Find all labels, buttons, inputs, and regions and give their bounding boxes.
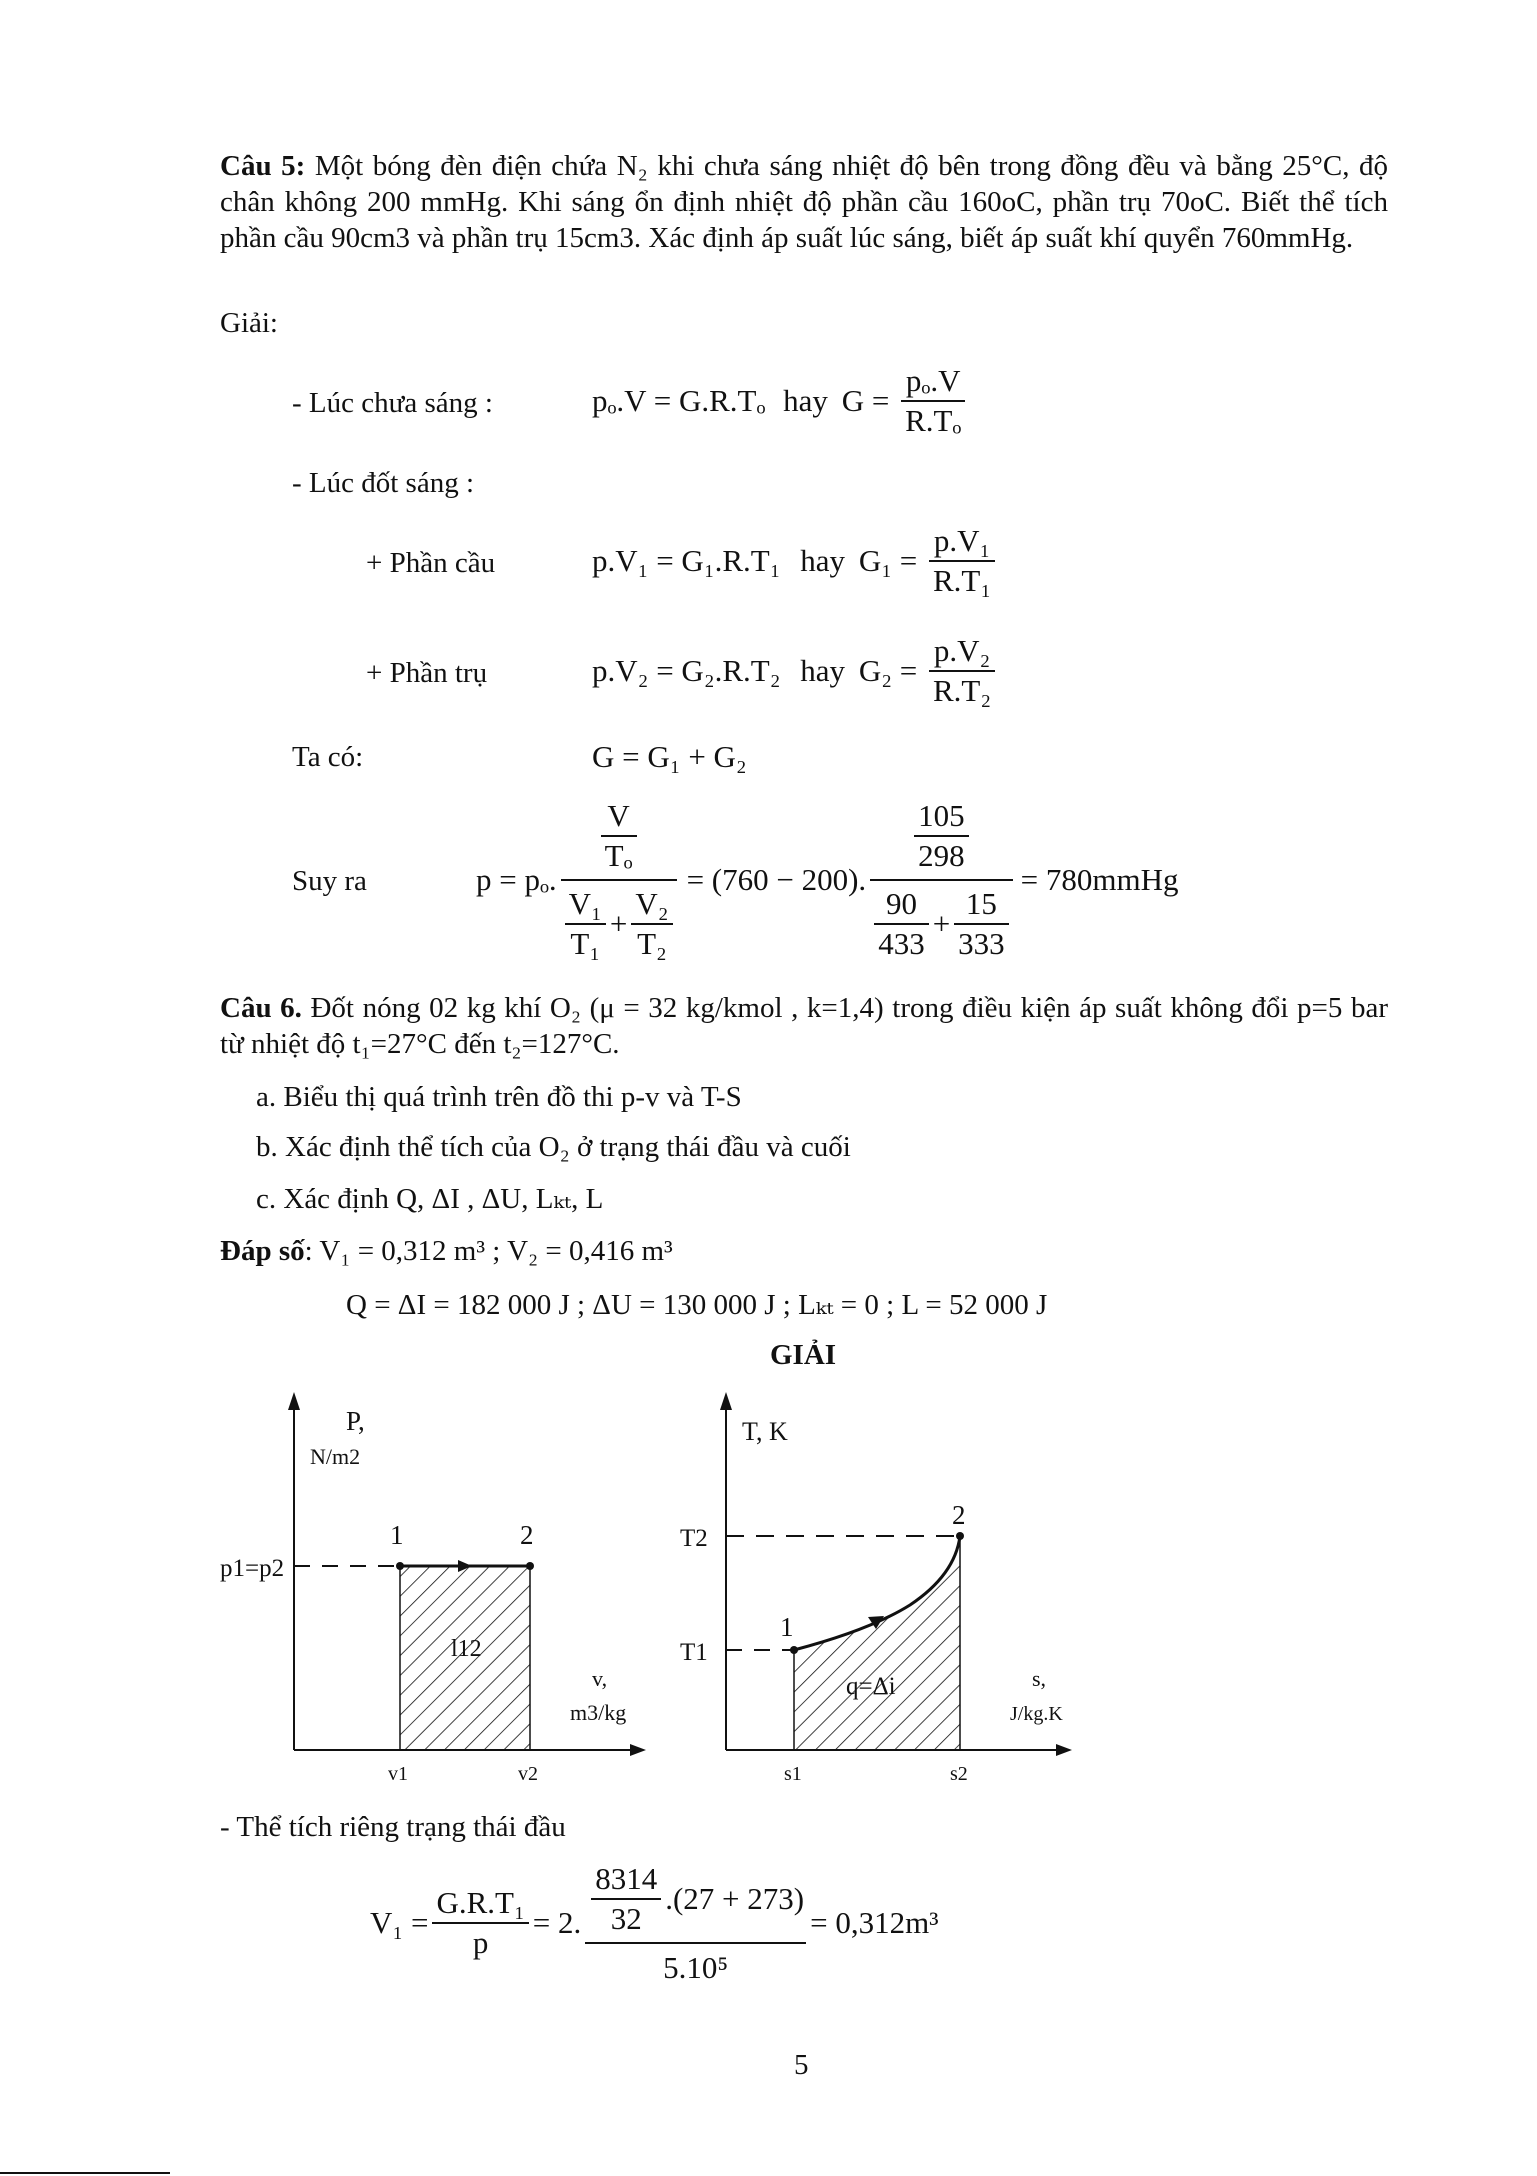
v1-lhs: V₁ = [370,1905,429,1940]
q6-paragraph [220,990,1388,1062]
q6-item-b: b. Xác định thể tích của O₂ ở trạng thái đầu và cuối [256,1131,851,1163]
v1-temp: .(27 + 273) [665,1881,805,1916]
eq2-den: R.T₂ [933,673,992,708]
v1-den: p [472,1925,489,1960]
ts-x-label-2: J/kg.K [1010,1703,1063,1725]
v1-8314: 8314 [591,1860,661,1900]
suy-V-over-To [601,797,637,875]
eq0-frac [901,362,965,440]
suy-V1: V₁ [565,885,606,925]
eq0-den: R.Tₒ [905,403,962,438]
pv-x-arrow [630,1744,646,1756]
n333: 333 [958,926,1005,961]
suy-frac-main-num [561,797,677,881]
pv-y-arrow [288,1392,300,1410]
n90: 90 [874,885,929,925]
answer-line-2: Q = ΔI = 182 000 J ; ΔU = 130 000 J ; Lₖₜ = 0 ; L = 52 000 J [346,1289,1048,1321]
eq0-g: G = [841,383,890,418]
pv-y-label-1: P, [346,1406,365,1436]
eq0-num: pₒ.V [901,362,965,402]
ts-area-label: q=Δi [846,1673,896,1700]
suy-frac-num [870,797,1012,963]
pv-point-2-dot [526,1562,534,1570]
eq0-hay: hay [783,383,828,418]
before-label: - Lúc chưa sáng : [292,387,493,419]
suy-mid: = (760 − 200). [686,862,867,897]
q5-solution-label: Giải: [220,307,278,339]
eq1-num: p.V₁ [929,522,995,562]
eq-v1 [370,1858,939,1988]
pv-x-label-1: v, [592,1666,608,1691]
pv-area-label: l12 [451,1636,482,1662]
n105: 105 [914,797,969,837]
pv-point-1: 1 [390,1520,404,1550]
suy-105-over-298 [914,797,969,875]
pv-diagram [200,1380,670,1800]
suy-T1: T₁ [570,926,601,961]
eq-cyl [592,632,999,710]
q5-text: Một bóng đèn điện chứa N₂ khi chưa sáng nhiệt độ bên trong đồng đều và bằng 25°C, độ chân không 200 mmHg. Khi sáng ổn định nhiệt độ phần cầu 160oC, phần trụ 70oC. Biết thể tích phần cầu 90cm3 và phần trụ 15cm3. Xác định áp suất lúc sáng, biết áp suất khí quyển 760mmHg. [220,150,1388,254]
q6-title: Câu 6. [220,992,302,1024]
pv-p-label: p1=p2 [220,1555,285,1582]
taco-label: Ta có: [292,741,364,773]
eq-before [592,362,969,440]
ts-x-arrow [1056,1744,1072,1756]
ts-point-2: 2 [952,1500,966,1530]
suy-15-over-333 [954,885,1009,963]
suy-plus-2: + [932,906,951,941]
ts-x-tick-1: s1 [784,1763,802,1785]
footnote-rule [0,2172,170,2174]
suy-V1-over-T1 [565,885,606,963]
eq-sum: G = G₁ + G₂ [592,739,747,774]
eq0-lhs: pₒ.V = G.R.Tₒ [592,383,766,418]
suy-To: Tₒ [604,838,633,873]
eq1-g: G₁ = [858,543,918,578]
q6-item-c: c. Xác định Q, ΔI , ΔU, Lₖₜ, L [256,1183,604,1215]
eq2-g: G₂ = [858,653,918,688]
lit-label: - Lúc đốt sáng : [292,467,475,499]
ts-t1-label: T1 [680,1639,708,1666]
ts-point-2-dot [956,1532,964,1540]
v1-mid: = 2. [532,1905,582,1940]
v1-frac [432,1884,528,1962]
v1-big-frac [585,1860,806,1986]
v1-8314-over-32 [591,1860,661,1938]
eq2-num: p.V₂ [929,632,995,672]
cyl-label: + Phần trụ [366,657,488,689]
eq-suyra [476,790,1179,970]
ts-x-label-1: s, [1032,1666,1047,1691]
specific-volume-label: - Thể tích riêng trạng thái đầu [220,1811,566,1843]
eq2-lhs: p.V₂ = G₂.R.T₂ [592,653,781,688]
eq-sphere [592,522,999,600]
answer-values-1: : V₁ = 0,312 m³ ; V₂ = 0,416 m³ [304,1235,673,1267]
q5-paragraph [220,148,1388,256]
suy-result: = 780mmHg [1020,862,1179,897]
pv-x-label-2: m3/kg [570,1700,627,1725]
suy-frac-main-den [561,881,677,963]
n433: 433 [878,926,925,961]
suy-frac-num-top [870,797,1012,881]
eq1-den: R.T₁ [933,563,992,598]
ts-point-1: 1 [780,1612,794,1642]
n298: 298 [918,838,965,873]
suy-frac-num-bottom [870,881,1012,963]
ts-t2-label: T2 [680,1525,708,1552]
v1-num: G.R.T₁ [432,1884,528,1924]
page-number: 5 [794,2049,809,2081]
v1-big-num [585,1860,806,1944]
answer-line-1 [220,1234,673,1268]
q6-item-a: a. Biểu thị quá trình trên đồ thi p-v và T-S [256,1081,742,1113]
eq1-lhs: p.V₁ = G₁.R.T₁ [592,543,781,578]
pv-point-1-dot [396,1562,404,1570]
eq1-hay: hay [800,543,846,578]
v1-result: = 0,312m³ [810,1905,939,1940]
suy-V: V [601,797,637,837]
suy-V2: V₂ [631,885,672,925]
pv-y-label-2: N/m2 [310,1444,361,1469]
ts-y-arrow [720,1392,732,1410]
eq1-frac [929,522,995,600]
q5-title: Câu 5: [220,150,306,182]
ts-diagram [670,1380,1090,1800]
suy-plus-1: + [609,906,628,941]
eq2-hay: hay [800,653,846,688]
suy-90-over-433 [874,885,929,963]
ts-x-tick-2: s2 [950,1763,968,1785]
suy-p: p = pₒ. [476,862,557,897]
v1-32: 32 [610,1901,642,1936]
eq2-frac [929,632,995,710]
ts-y-label: T, K [742,1417,788,1446]
n15: 15 [954,885,1009,925]
pv-x-tick-1: v1 [388,1763,408,1785]
ts-point-1-dot [790,1646,798,1654]
suy-T2: T₂ [637,926,667,961]
pv-point-2: 2 [520,1520,534,1550]
suy-frac-main [561,797,677,963]
suy-V2-over-T2 [631,885,672,963]
v1-denom: 5.10⁵ [663,1950,729,1985]
answer-label: Đáp số [220,1235,305,1267]
suyra-label: Suy ra [292,865,367,897]
giai-heading: GIẢI [770,1339,837,1371]
sphere-label: + Phần cầu [366,547,496,579]
pv-x-tick-2: v2 [518,1763,538,1785]
q6-text: Đốt nóng 02 kg khí O₂ (μ = 32 kg/kmol , k=1,4) trong điều kiện áp suất không đổi p=5 bar từ nhiệt độ t₁=27°C đến t₂=127°C. [220,992,1388,1060]
